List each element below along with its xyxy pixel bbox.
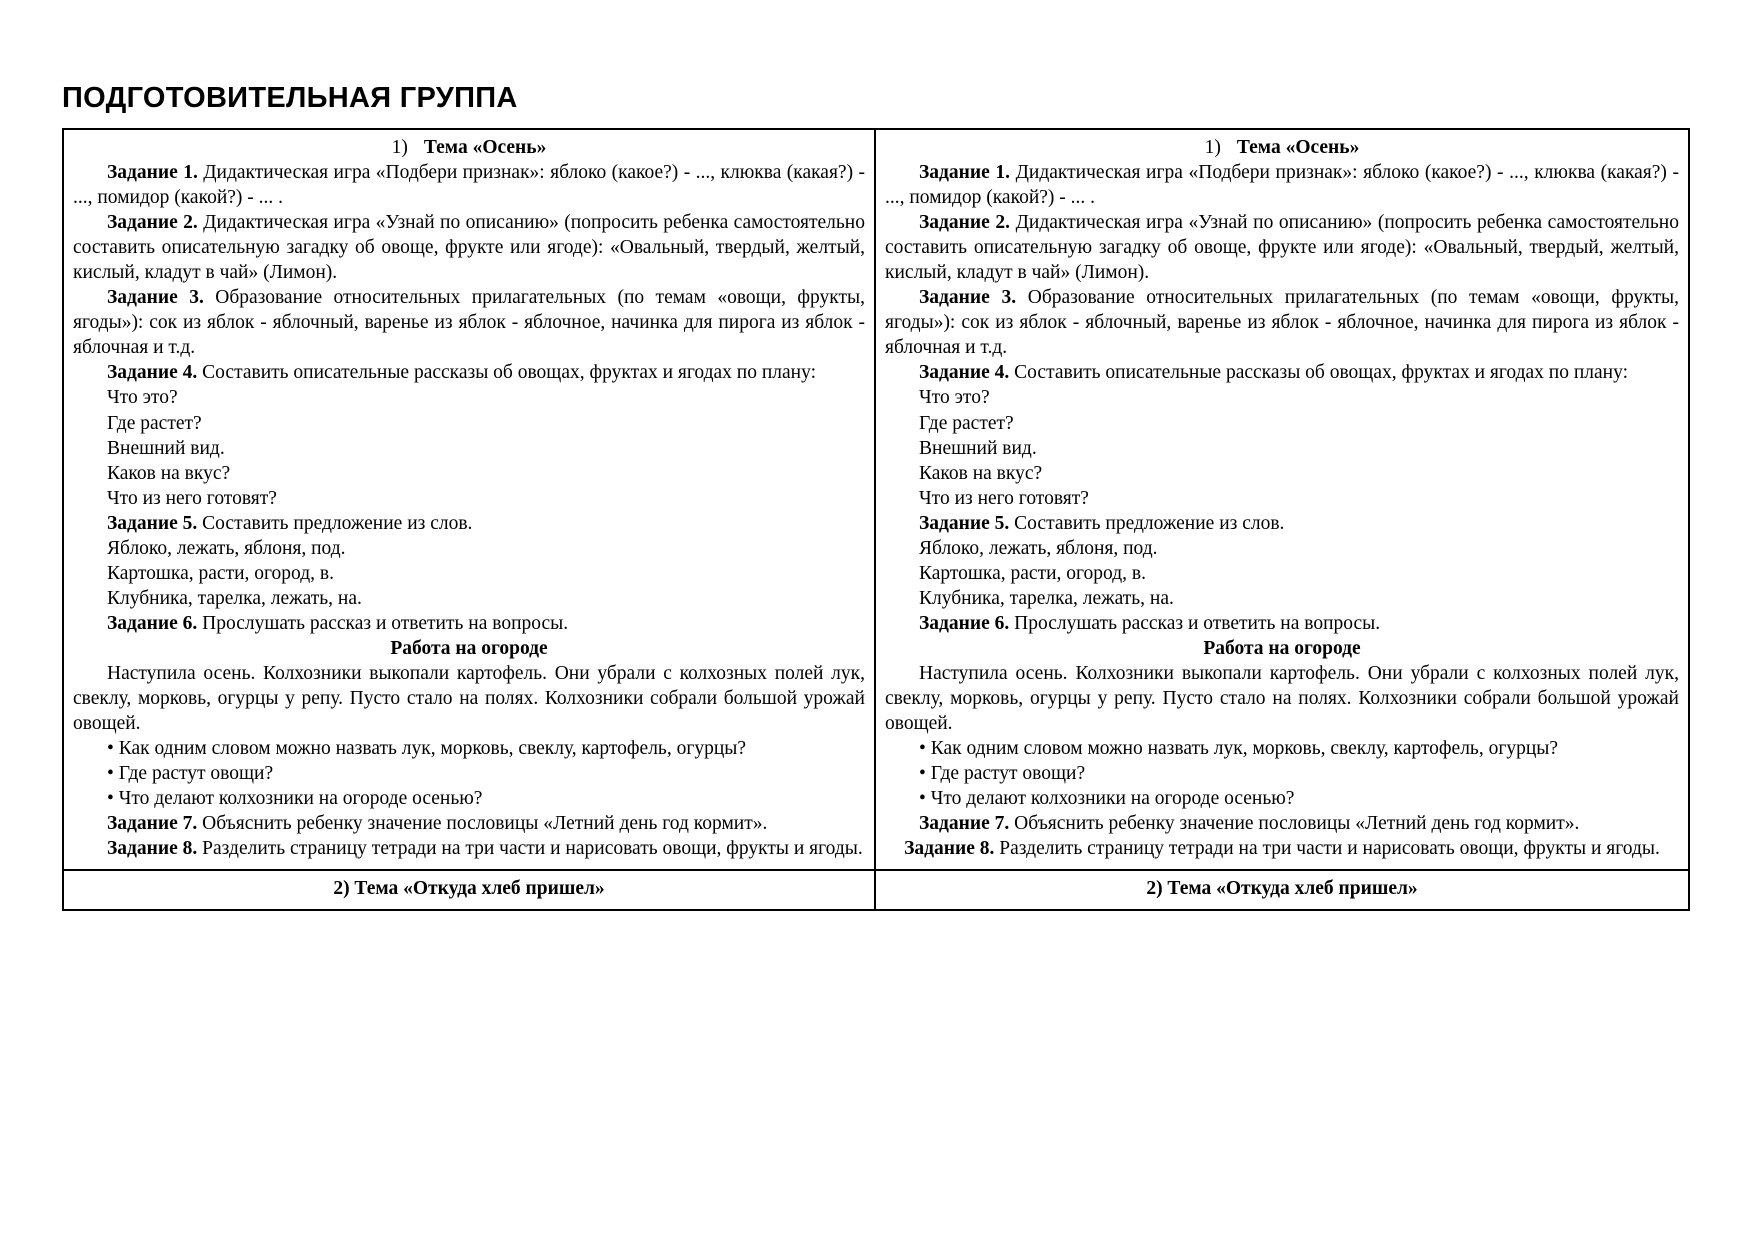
plan-item-right: Внешний вид. — [919, 437, 1037, 459]
task-2-label-left: Задание 2. — [107, 212, 198, 234]
task-5-text-right: Составить предложение из слов. — [1009, 512, 1285, 534]
story-text-left: Наступила осень. Колхозники выкопали картофель. Они убрали с колхозных полей лук, свеклу, морковь, огурцы у репу. Пусто стало на полях. Колхозники собрали большой урожай овощей. — [73, 662, 865, 735]
sentence-item-right: Яблоко, лежать, яблоня, под. — [919, 537, 1158, 559]
task-2-right — [885, 210, 1679, 285]
task-1-label-left: Задание 1. — [107, 162, 198, 184]
question-item-left: • Как одним словом можно назвать лук, морковь, свеклу, картофель, огурцы? — [107, 738, 747, 760]
task-4-label-left: Задание 4. — [107, 362, 198, 384]
task-4-text-left: Составить описательные рассказы об овощах, фруктах и ягодах по плану: — [197, 362, 817, 384]
task-6-right — [885, 611, 1679, 636]
task-1-label-right: Задание 1. — [919, 162, 1010, 184]
story-title-right: Работа на огороде — [1203, 637, 1361, 659]
task-1-text-left: Дидактическая игра «Подбери признак»: яблоко (какое?) - ..., клюква (какая?) - ..., помидор (какой?) - ... . — [73, 162, 865, 209]
table-cell-right — [876, 130, 1688, 869]
task-1-right — [885, 160, 1679, 210]
question-item-right: • Где растут овощи? — [919, 763, 1086, 785]
task-8-label-right: Задание 8. — [904, 838, 995, 860]
story-text-right: Наступила осень. Колхозники выкопали картофель. Они убрали с колхозных полей лук, свеклу, морковь, огурцы у репу. Пусто стало на полях. Колхозники собрали большой урожай овощей. — [885, 662, 1679, 735]
sentence-item-left: Яблоко, лежать, яблоня, под. — [107, 537, 346, 559]
plan-item-left: Что из него готовят? — [107, 487, 277, 509]
plan-item-left: Внешний вид. — [107, 437, 225, 459]
task-4-label-right: Задание 4. — [919, 362, 1010, 384]
task-4-text-right: Составить описательные рассказы об овощах, фруктах и ягодах по плану: — [1009, 362, 1629, 384]
sentence-item-left: Картошка, расти, огород, в. — [107, 562, 334, 584]
task-3-label-left: Задание 3. — [107, 287, 204, 309]
plan-item-left: Что это? — [107, 387, 178, 409]
task-5-label-left: Задание 5. — [107, 512, 198, 534]
task-5-left — [73, 511, 865, 536]
task-7-right — [885, 811, 1679, 836]
task-2-text-right: Дидактическая игра «Узнай по описанию» (попросить ребенка самостоятельно составить описательную загадку об овоще, фрукте или ягоде): «Овальный, твердый, желтый, кислый, кладут в чай» (Лимон). — [885, 212, 1679, 284]
task-8-left — [73, 836, 865, 861]
page-title: ПОДГОТОВИТЕЛЬНАЯ ГРУППА — [62, 82, 518, 114]
question-item-right: • Что делают колхозники на огороде осенью? — [919, 788, 1295, 810]
plan-item-left: Каков на вкус? — [107, 462, 231, 484]
plan-item-right: Что это? — [919, 387, 990, 409]
question-item-left: • Где растут овощи? — [107, 763, 274, 785]
task-2-label-right: Задание 2. — [919, 212, 1010, 234]
sentence-item-right: Картошка, расти, огород, в. — [919, 562, 1146, 584]
topic-heading-right — [885, 135, 1679, 160]
topic-number-right: 1) — [1204, 137, 1221, 158]
task-6-left — [73, 611, 865, 636]
question-item-left: • Что делают колхозники на огороде осенью? — [107, 788, 483, 810]
story-title-left: Работа на огороде — [390, 637, 548, 659]
task-3-text-right: Образование относительных прилагательных (по темам «овощи, фрукты, ягоды»): сок из яблок - яблочный, варенье из яблок - яблочное, начинка для пирога из яблок - яблочная и т.д. — [885, 287, 1679, 359]
plan-item-right: Каков на вкус? — [919, 462, 1043, 484]
task-6-label-right: Задание 6. — [919, 612, 1010, 634]
task-1-left — [73, 160, 865, 210]
sentence-item-right: Клубника, тарелка, лежать, на. — [919, 587, 1174, 609]
footer-topic-left: 2) Тема «Откуда хлеб пришел» — [64, 871, 876, 909]
task-7-label-left: Задание 7. — [107, 813, 198, 835]
plan-item-right: Что из него готовят? — [919, 487, 1089, 509]
topic-label-left: Тема «Осень» — [423, 137, 547, 158]
topic-number-left: 1) — [391, 137, 408, 158]
table-footer-row — [64, 869, 1688, 909]
task-6-label-left: Задание 6. — [107, 612, 198, 634]
task-8-label-left: Задание 8. — [107, 838, 198, 860]
table-body-row — [64, 130, 1688, 869]
task-6-text-left: Прослушать рассказ и ответить на вопросы. — [197, 612, 569, 634]
topic-label-right: Тема «Осень» — [1236, 137, 1360, 158]
task-2-text-left: Дидактическая игра «Узнай по описанию» (попросить ребенка самостоятельно составить описательную загадку об овоще, фрукте или ягоде): «Овальный, твердый, желтый, кислый, кладут в чай» (Лимон). — [73, 212, 865, 284]
task-1-text-right: Дидактическая игра «Подбери признак»: яблоко (какое?) - ..., клюква (какая?) - ..., помидор (какой?) - ... . — [885, 162, 1679, 209]
plan-item-right: Где растет? — [919, 412, 1014, 434]
table-cell-left — [64, 130, 876, 869]
footer-topic-right: 2) Тема «Откуда хлеб пришел» — [1146, 878, 1418, 900]
task-3-left — [73, 285, 865, 360]
task-7-text-right: Объяснить ребенку значение пословицы «Летний день год кормит». — [1009, 813, 1580, 835]
task-7-left — [73, 811, 865, 836]
sentence-item-left: Клубника, тарелка, лежать, на. — [107, 587, 362, 609]
task-3-text-left: Образование относительных прилагательных (по темам «овощи, фрукты, ягоды»): сок из яблок - яблочный, варенье из яблок - яблочное, начинка для пирога из яблок - яблочная и т.д. — [73, 287, 865, 359]
task-3-right — [885, 285, 1679, 360]
task-3-label-right: Задание 3. — [919, 287, 1017, 309]
task-5-label-right: Задание 5. — [919, 512, 1010, 534]
task-5-right — [885, 511, 1679, 536]
task-8-text-right: Разделить страницу тетради на три части и нарисовать овощи, фрукты и ягоды. — [994, 838, 1660, 860]
task-8-right — [885, 836, 1679, 861]
task-7-label-right: Задание 7. — [919, 813, 1010, 835]
task-7-text-left: Объяснить ребенку значение пословицы «Летний день год кормит». — [197, 813, 768, 835]
task-5-text-left: Составить предложение из слов. — [197, 512, 473, 534]
topic-heading-left — [73, 135, 865, 160]
task-2-left — [73, 210, 865, 285]
task-4-left — [73, 360, 865, 385]
task-6-text-right: Прослушать рассказ и ответить на вопросы. — [1009, 612, 1381, 634]
plan-item-left: Где растет? — [107, 412, 202, 434]
task-8-text-left: Разделить страницу тетради на три части и нарисовать овощи, фрукты и ягоды. — [197, 838, 863, 860]
task-4-right — [885, 360, 1679, 385]
question-item-right: • Как одним словом можно назвать лук, морковь, свеклу, картофель, огурцы? — [919, 738, 1559, 760]
content-table — [62, 128, 1690, 911]
